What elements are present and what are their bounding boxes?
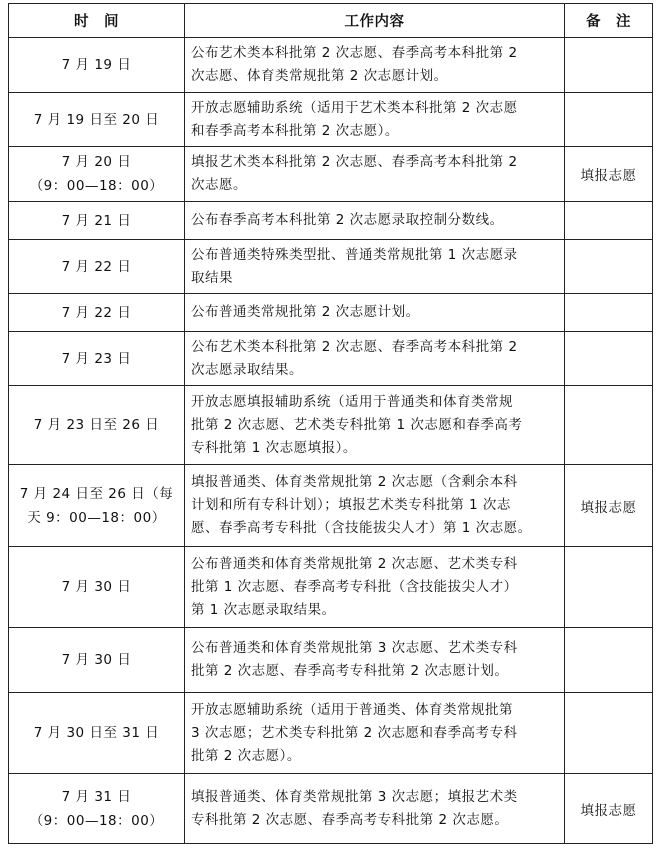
- cell-content: [185, 547, 565, 628]
- cell-note: [565, 294, 653, 332]
- cell-time: [9, 240, 185, 294]
- table-row: [9, 38, 653, 93]
- cell-note: [565, 628, 653, 693]
- cell-time: [9, 547, 185, 628]
- time-line: 7 月 23 日至 26 日: [33, 417, 160, 433]
- header-content: 工作内容: [185, 4, 565, 38]
- cell-note: [565, 202, 653, 240]
- content-line: 第 1 次志愿录取结果。: [191, 601, 336, 618]
- cell-note: [565, 332, 653, 386]
- content-line: 批第 2 次志愿、艺术类专科批第 1 次志愿和春季高考: [191, 416, 523, 433]
- content-line: 次志愿。: [191, 177, 247, 193]
- cell-content: [185, 386, 565, 465]
- content-line: 计划和所有专科计划）；填报艺术类专科批第 1 次志: [191, 497, 511, 513]
- cell-note: 填报志愿: [565, 465, 653, 547]
- cell-content: [185, 693, 565, 774]
- time-line: 7 月 20 日: [61, 154, 132, 170]
- cell-content: [185, 332, 565, 386]
- time-line: 7 月 19 日: [61, 57, 132, 73]
- time-line: 7 月 22 日: [61, 258, 132, 275]
- cell-note: 填报志愿: [565, 774, 653, 844]
- table-row: [9, 147, 653, 202]
- content-line: 愿、春季高考专科批（含技能拔尖人才）第 1 次志愿。: [191, 520, 532, 536]
- cell-note: [565, 240, 653, 294]
- cell-time: [9, 38, 185, 93]
- cell-time: [9, 693, 185, 774]
- table-row: [9, 628, 653, 693]
- cell-time: [9, 774, 185, 844]
- content-line: 批第 2 次志愿）。: [191, 747, 301, 764]
- table-row: [9, 240, 653, 294]
- time-line: 7 月 21 日: [61, 212, 132, 229]
- content-line: 公布普通类特殊类型批、普通类常规批第 1 次志愿录: [191, 246, 518, 263]
- time-line: 7 月 23 日: [61, 350, 132, 367]
- cell-time: [9, 465, 185, 547]
- cell-content: [185, 294, 565, 332]
- content-line: 公布普通类和体育类常规批第 2 次志愿、艺术类专科: [191, 555, 518, 572]
- content-line: 批第 2 次志愿、春季高考专科批第 2 次志愿计划。: [191, 663, 509, 679]
- time-line: 7 月 19 日至 20 日: [33, 111, 160, 128]
- content-line: 开放志愿辅助系统（适用于艺术类本科批第 2 次志愿: [191, 99, 518, 116]
- time-line: （9：00—18：00）: [29, 812, 164, 829]
- cell-content: [185, 38, 565, 93]
- content-line: 批第 1 次志愿、春季高考专科批（含技能拔尖人才）: [191, 578, 518, 595]
- content-line: 开放志愿填报辅助系统（适用于普通类和体育类常规: [191, 393, 513, 410]
- cell-note: [565, 38, 653, 93]
- content-line: 公布普通类和体育类常规批第 3 次志愿、艺术类专科: [191, 640, 518, 656]
- cell-note: [565, 547, 653, 628]
- cell-content: [185, 93, 565, 147]
- table-row: [9, 774, 653, 844]
- content-line: 填报普通类、体育类常规批第 3 次志愿；填报艺术类: [191, 788, 518, 805]
- content-line: 3 次志愿；艺术类专科批第 2 次志愿和春季高考专科: [191, 724, 518, 741]
- time-line: 7 月 30 日至 31 日: [33, 725, 160, 741]
- time-line: 7 月 24 日至 26 日（每: [19, 485, 174, 502]
- cell-note: [565, 386, 653, 465]
- cell-time: [9, 628, 185, 693]
- cell-time: [9, 93, 185, 147]
- content-line: 和春季高考本科批第 2 次志愿）。: [191, 122, 399, 139]
- cell-time: [9, 386, 185, 465]
- header-note: 备 注: [565, 4, 653, 38]
- table-row: [9, 693, 653, 774]
- time-line: 7 月 30 日: [61, 579, 132, 595]
- cell-note: 填报志愿: [565, 147, 653, 202]
- cell-content: [185, 628, 565, 693]
- content-line: 填报普通类、体育类常规批第 2 次志愿（含剩余本科: [191, 474, 518, 490]
- cell-content: [185, 774, 565, 844]
- content-line: 公布艺术类本科批第 2 次志愿、春季高考本科批第 2: [191, 45, 518, 61]
- table-row: [9, 465, 653, 547]
- content-line: 公布春季高考本科批第 2 次志愿录取控制分数线。: [191, 212, 504, 228]
- table-row: [9, 386, 653, 465]
- cell-time: [9, 294, 185, 332]
- content-line: 次志愿录取结果。: [191, 361, 303, 378]
- cell-content: [185, 202, 565, 240]
- content-line: 填报艺术类本科批第 2 次志愿、春季高考本科批第 2: [191, 154, 518, 170]
- cell-note: [565, 93, 653, 147]
- time-line: 7 月 22 日: [61, 304, 132, 321]
- header-time: 时 间: [9, 4, 185, 38]
- table-row: [9, 332, 653, 386]
- content-line: 开放志愿辅助系统（适用于普通类、体育类常规批第: [191, 701, 513, 718]
- content-line: 取结果: [191, 269, 233, 286]
- table-row: [9, 547, 653, 628]
- time-line: 7 月 30 日: [61, 652, 132, 668]
- content-line: 公布普通类常规批第 2 次志愿计划。: [191, 304, 420, 320]
- cell-time: [9, 332, 185, 386]
- cell-time: [9, 202, 185, 240]
- cell-time: [9, 147, 185, 202]
- time-line: （9：00—18：00）: [29, 178, 164, 194]
- time-line: 7 月 31 日: [61, 788, 132, 805]
- table-row: [9, 294, 653, 332]
- content-line: 专科批第 1 次志愿填报）。: [191, 439, 357, 456]
- cell-content: [185, 240, 565, 294]
- cell-note: [565, 693, 653, 774]
- table-row: [9, 93, 653, 147]
- table-header-row: [9, 4, 653, 38]
- cell-content: [185, 465, 565, 547]
- time-line: 天 9：00—18：00）: [27, 509, 166, 526]
- schedule-table: [8, 3, 653, 844]
- table-row: [9, 202, 653, 240]
- table-body: [9, 38, 653, 844]
- cell-content: [185, 147, 565, 202]
- content-line: 专科批第 2 次志愿、春季高考专科批第 2 次志愿。: [191, 811, 509, 828]
- content-line: 公布艺术类本科批第 2 次志愿、春季高考本科批第 2: [191, 338, 518, 355]
- content-line: 次志愿、体育类常规批第 2 次志愿计划。: [191, 68, 448, 84]
